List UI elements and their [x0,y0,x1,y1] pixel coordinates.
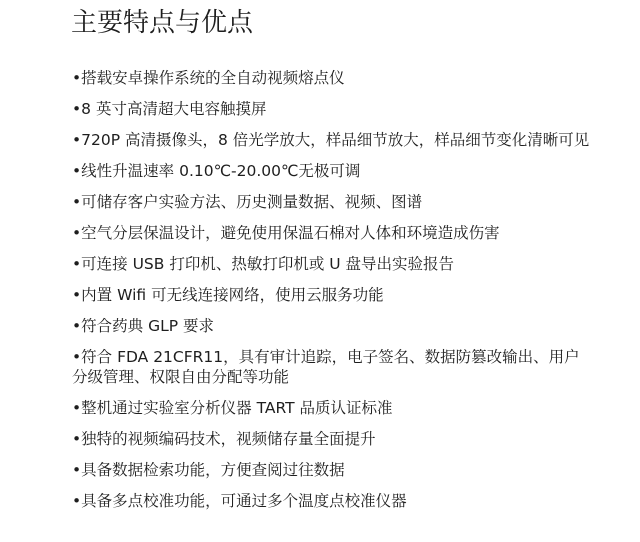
bullet: • [72,193,82,211]
feature-item [72,398,592,418]
feature-text: 可储存客户实验方法、历史测量数据、视频、图谱 [81,193,423,211]
feature-text: 线性升温速率 0.10℃-20.00℃无极可调 [81,162,361,180]
bullet: • [72,317,82,335]
feature-text: 符合 FDA 21CFR11，具有审计追踪，电子签名、数据防篡改输出、用户分级管理、权限自由分配等功能 [72,348,580,386]
feature-text: 具备多点校准功能，可通过多个温度点校准仪器 [81,492,407,510]
feature-item [72,460,592,480]
feature-text: 具备数据检索功能，方便查阅过往数据 [81,461,345,479]
bullet: • [72,399,82,417]
feature-list [72,68,592,522]
bullet: • [72,461,82,479]
bullet: • [72,131,82,149]
feature-text: 搭载安卓操作系统的全自动视频熔点仪 [81,69,345,87]
feature-text: 可连接 USB 打印机、热敏打印机或 U 盘导出实验报告 [81,255,455,273]
feature-item [72,254,592,274]
feature-item [72,130,592,150]
feature-text: 内置 Wifi 可无线连接网络，使用云服务功能 [81,286,384,304]
feature-text: 符合药典 GLP 要求 [81,317,215,335]
feature-item [72,285,592,305]
feature-item [72,192,592,212]
feature-item [72,161,592,181]
feature-text: 8 英寸高清超大电容触摸屏 [81,100,267,118]
feature-item [72,316,592,336]
bullet: • [72,286,82,304]
bullet: • [72,162,82,180]
feature-item [72,68,592,88]
feature-text: 720P 高清摄像头，8 倍光学放大，样品细节放大，样品细节变化清晰可见 [81,131,590,149]
section-title: 主要特点与优点 [71,8,254,38]
bullet: • [72,69,82,87]
feature-text: 整机通过实验室分析仪器 TART 品质认证标准 [81,399,393,417]
feature-item [72,491,592,511]
feature-text: 空气分层保温设计，避免使用保温石棉对人体和环境造成伤害 [81,224,500,242]
bullet: • [72,348,82,366]
feature-item [72,99,592,119]
bullet: • [72,492,82,510]
feature-item [72,223,592,243]
bullet: • [72,255,82,273]
feature-item [72,429,592,449]
bullet: • [72,224,82,242]
feature-item [72,347,592,387]
bullet: • [72,100,82,118]
bullet: • [72,430,82,448]
feature-text: 独特的视频编码技术，视频储存量全面提升 [81,430,376,448]
